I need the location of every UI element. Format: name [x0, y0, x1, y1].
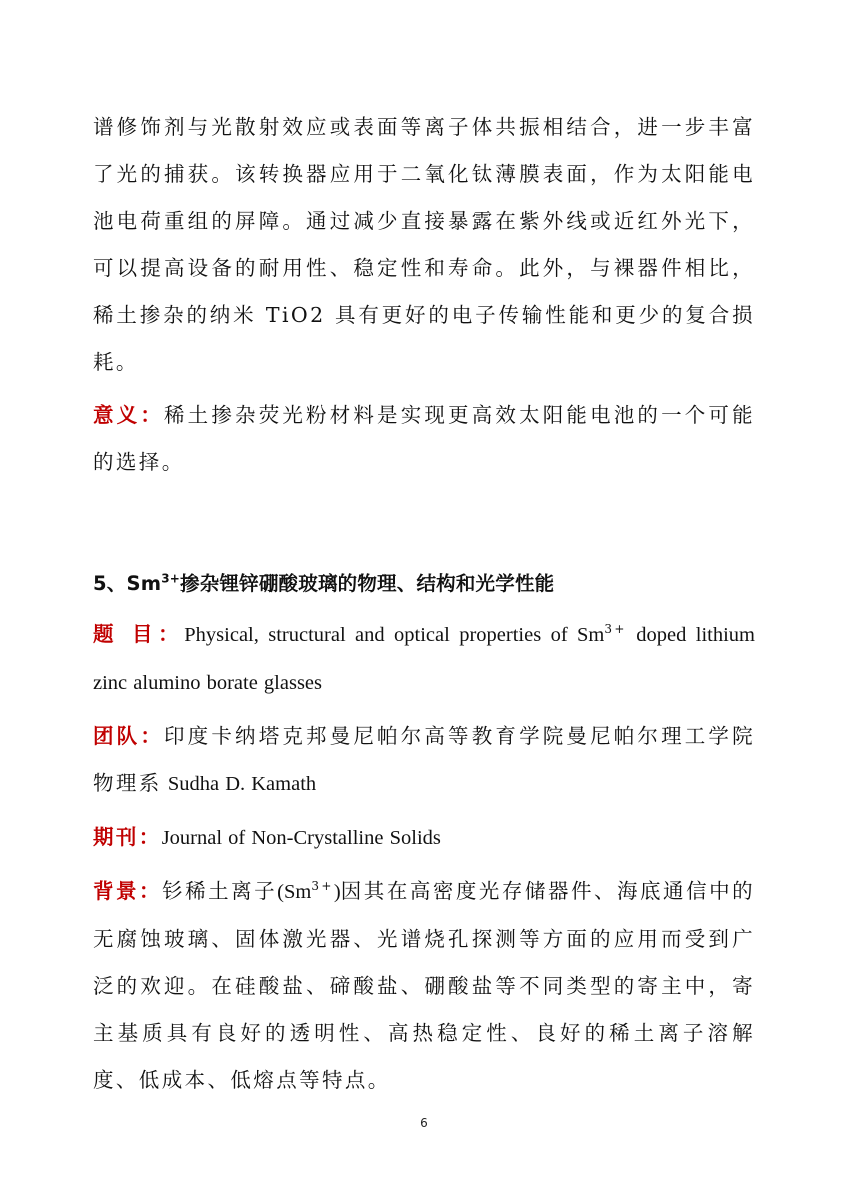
- section-heading-suffix: 掺杂锂锌硼酸玻璃的物理、结构和光学性能: [180, 572, 555, 595]
- journal-text: Journal of Non-Crystalline Solids: [161, 827, 441, 849]
- background-c: ): [333, 881, 341, 903]
- background-label: 背景：: [93, 879, 163, 903]
- section-heading-sup: 3+: [161, 571, 181, 586]
- significance-label: 意义：: [93, 403, 165, 427]
- title-paragraph: [93, 611, 755, 707]
- section-heading: [93, 569, 755, 599]
- journal-label: 期刊：: [93, 825, 162, 849]
- title-text-a: Physical, structural and optical properties of Sm: [184, 624, 605, 646]
- section-heading-prefix: 5、Sm: [93, 572, 162, 595]
- team-text-en: Sudha D. Kamath: [161, 773, 317, 795]
- document-page: [93, 104, 755, 1104]
- team-label: 团队：: [93, 724, 165, 748]
- background-b: (Sm: [277, 881, 312, 903]
- title-sup: 3+: [604, 622, 627, 637]
- background-sup: 3+: [311, 879, 334, 894]
- team-paragraph: [93, 713, 755, 808]
- significance-text: 稀土掺杂荧光粉材料是实现更高效太阳能电池的一个可能的选择。: [93, 403, 756, 474]
- team-text-cn: 印度卡纳塔克邦曼尼帕尔高等教育学院曼尼帕尔理工学院物理系: [93, 724, 756, 795]
- intro-paragraph: 谱修饰剂与光散射效应或表面等离子体共振相结合，进一步丰富了光的捕获。该转换器应用于二氧化钛薄膜表面，作为太阳能电池电荷重组的屏障。通过减少直接暴露在紫外线或近红外光下，可以提高设备的耐用性、稳定性和寿命。此外，与裸器件相比，稀土掺杂的纳米 TiO2 具有更好的电子传输性能和更少的复合损耗。: [93, 115, 755, 374]
- title-label: 题 目：: [93, 622, 185, 646]
- journal-paragraph: [93, 814, 755, 862]
- significance-paragraph: [93, 392, 755, 486]
- page-number: 6: [420, 1116, 428, 1130]
- background-a: 钐稀土离子: [162, 879, 278, 903]
- background-paragraph: [93, 868, 755, 1104]
- title-text-b: doped lithium zinc alumino borate glasses: [93, 624, 755, 694]
- background-d: 因其在高密度光存储器件、海底通信中的无腐蚀玻璃、固体激光器、光谱烧孔探测等方面的应用而受到广泛的欢迎。在硅酸盐、碲酸盐、硼酸盐等不同类型的寄主中，寄主基质具有良好的透明性、高热稳定性、良好的稀土离子溶解度、低成本、低熔点等特点。: [93, 879, 756, 1092]
